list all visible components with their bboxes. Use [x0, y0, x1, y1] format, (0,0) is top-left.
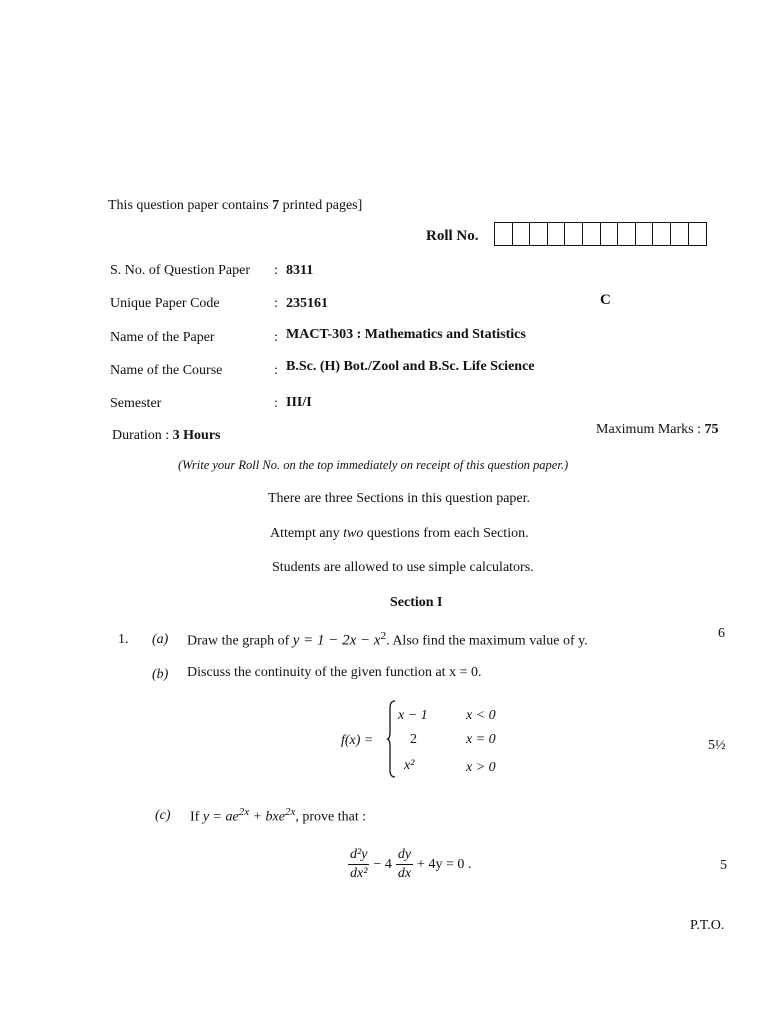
- q1c-pre: If: [190, 809, 203, 825]
- q1b-marks: 5½: [708, 738, 726, 753]
- q1c-tail: + 4y = 0 .: [417, 856, 472, 872]
- q1b-case-expr: x²: [404, 758, 415, 773]
- info-value-course: B.Sc. (H) Bot./Zool and B.Sc. Life Science: [286, 359, 535, 374]
- attempt-em: two: [343, 526, 364, 541]
- q1c-fraction-2: [396, 846, 413, 883]
- info-colon: :: [274, 396, 278, 411]
- attempt-note: [270, 526, 529, 542]
- info-colon: :: [274, 263, 278, 278]
- roll-digit-box[interactable]: [671, 223, 689, 245]
- max-marks: [596, 422, 719, 438]
- q1c-fraction-1: [348, 846, 369, 883]
- q1b-label: (b): [152, 667, 169, 682]
- duration: [112, 428, 221, 444]
- question-number: 1.: [118, 632, 129, 647]
- q1a-marks: 6: [718, 626, 725, 641]
- q1b-case-expr: 2: [410, 732, 417, 747]
- pages-note-post: printed pages]: [279, 198, 363, 213]
- roll-digit-box[interactable]: [495, 223, 513, 245]
- info-colon: :: [274, 330, 278, 345]
- roll-digit-box[interactable]: [618, 223, 636, 245]
- duration-label: Duration :: [112, 428, 173, 443]
- q1a-post: . Also find the maximum value of y.: [386, 633, 588, 649]
- q1c-frac2-num: dy: [396, 846, 413, 865]
- q1c-frac1-den: dx²: [350, 866, 368, 881]
- max-marks-value: 75: [704, 422, 719, 437]
- q1c-exponent2: 2x: [284, 806, 296, 818]
- q1c-marks: 5: [720, 858, 727, 873]
- duration-value: 3 Hours: [172, 428, 221, 443]
- q1c-eq-part2: + bxe: [249, 809, 285, 825]
- q1c-post: , prove that :: [295, 809, 367, 825]
- roll-number-boxes[interactable]: [494, 222, 707, 246]
- info-value-semester: III/I: [286, 395, 312, 410]
- info-label-upc: Unique Paper Code: [110, 296, 220, 311]
- q1a-label: (a): [152, 632, 169, 647]
- info-colon: :: [274, 363, 278, 378]
- roll-digit-box[interactable]: [548, 223, 566, 245]
- q1b-case-cond: x > 0: [466, 760, 496, 775]
- q1b-case-cond: x < 0: [466, 708, 496, 723]
- info-label-course: Name of the Course: [110, 363, 223, 378]
- roll-digit-box[interactable]: [583, 223, 601, 245]
- roll-digit-box[interactable]: [565, 223, 583, 245]
- pages-note: [108, 198, 362, 214]
- info-colon: :: [274, 296, 278, 311]
- q1c-minus: − 4: [373, 856, 392, 872]
- q1a-pre: Draw the graph of: [187, 633, 293, 649]
- roll-label: Roll No.: [426, 228, 479, 244]
- q1b-brace: [386, 700, 396, 778]
- calculator-note: Students are allowed to use simple calculators.: [272, 560, 534, 575]
- pages-count: 7: [272, 198, 280, 213]
- q1c-frac1-num: d²y: [348, 846, 369, 865]
- roll-digit-box[interactable]: [689, 223, 707, 245]
- q1b-fx: f(x) =: [341, 733, 374, 748]
- q1c-exponent1: 2x: [238, 806, 250, 818]
- q1a-exponent: 2: [380, 630, 387, 642]
- pto-label: P.T.O.: [690, 918, 725, 933]
- q1c-frac2-den: dx: [397, 866, 412, 881]
- sections-note: There are three Sections in this question paper.: [268, 491, 531, 506]
- info-label-semester: Semester: [110, 396, 162, 411]
- roll-digit-box[interactable]: [653, 223, 671, 245]
- q1b-text: Discuss the continuity of the given function at x = 0.: [187, 665, 482, 680]
- q1c-text: [190, 806, 366, 826]
- info-label-sno: S. No. of Question Paper: [110, 263, 250, 278]
- q1c-equation: [348, 846, 471, 883]
- info-value-upc: 235161: [286, 296, 328, 311]
- info-value-sno: 8311: [286, 263, 314, 278]
- roll-instruction: (Write your Roll No. on the top immediately on receipt of this question paper.): [178, 458, 569, 472]
- roll-digit-box[interactable]: [513, 223, 531, 245]
- q1c-label: (c): [155, 808, 171, 823]
- q1a-text: [187, 630, 588, 650]
- set-code: C: [600, 292, 611, 308]
- section-title: Section I: [390, 595, 443, 610]
- q1b-case-expr: x − 1: [398, 708, 428, 723]
- roll-digit-box[interactable]: [530, 223, 548, 245]
- pages-note-pre: This question paper contains: [108, 198, 273, 213]
- q1a-equation: y = 1 − 2x − x: [292, 632, 381, 649]
- roll-digit-box[interactable]: [636, 223, 654, 245]
- attempt-pre: Attempt any: [270, 526, 344, 541]
- max-marks-label: Maximum Marks :: [596, 422, 705, 437]
- roll-digit-box[interactable]: [601, 223, 619, 245]
- info-label-paper: Name of the Paper: [110, 330, 215, 345]
- q1c-eq-part1: y = ae: [202, 809, 239, 825]
- attempt-post: questions from each Section.: [363, 526, 529, 541]
- q1b-case-cond: x = 0: [466, 732, 496, 747]
- info-value-paper: MACT-303 : Mathematics and Statistics: [286, 327, 526, 342]
